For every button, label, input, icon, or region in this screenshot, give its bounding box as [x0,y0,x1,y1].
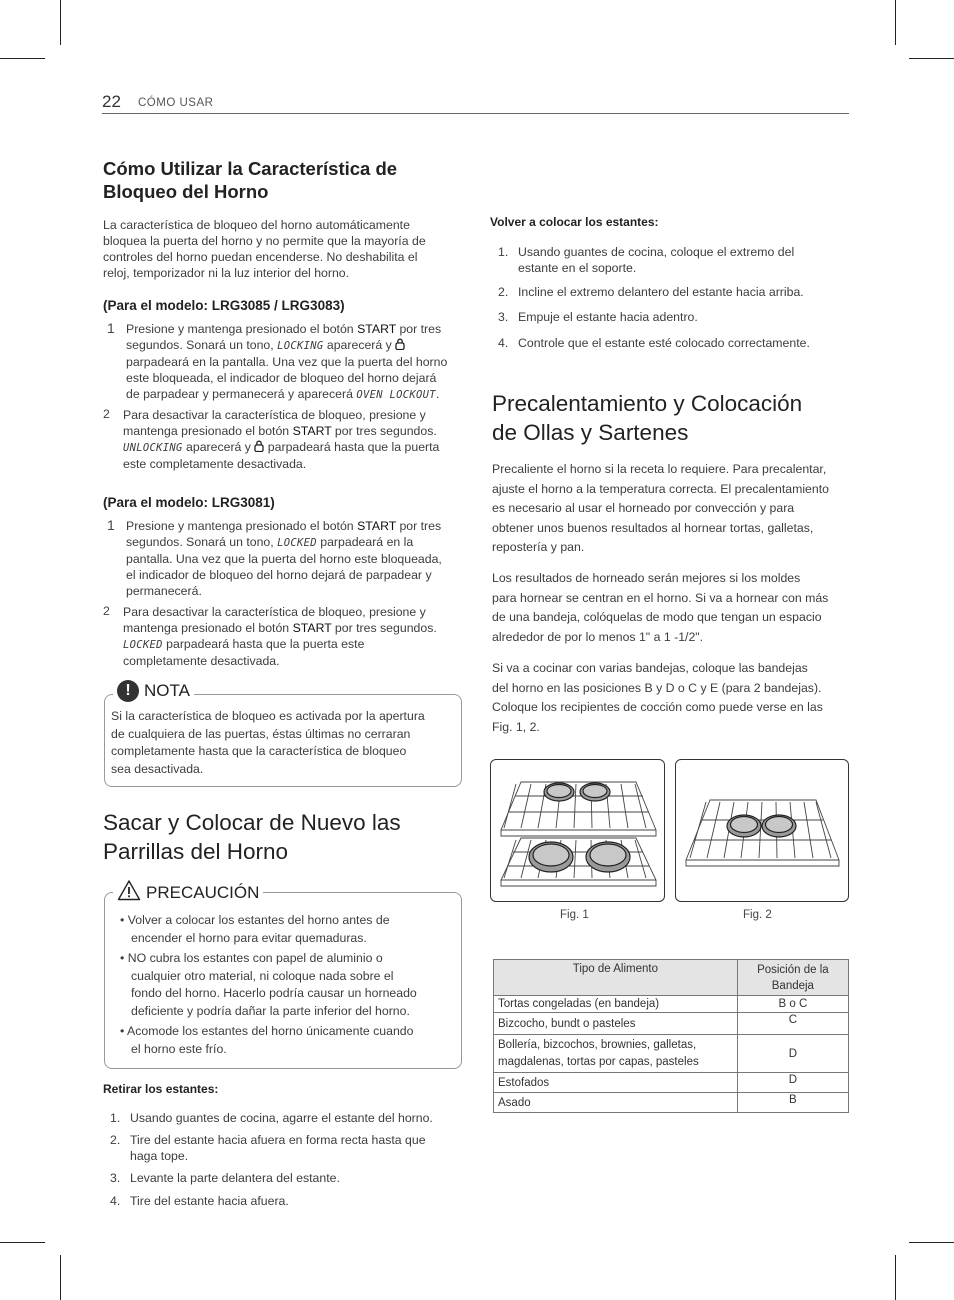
note-text: Si la característica de bloqueo es activada por la apertura de cualquiera de las puertas, éstas últimas no cerraran completamente hasta que la característica de bloqueo sea desactivada. [111,709,425,776]
figure-caption: Fig. 1 [560,909,589,921]
model1-step1: Presione y mantenga presionado el botón START por tres segundos. Sonará un tono, LOCKING aparecerá y parpadeará en la pantalla. Una vez que la puerta del horno este bloqueada, el indicador de bloqueo del horno dejará de parpadear y permanecerá y aparecerá OVEN LOCKOUT. [126,322,448,401]
lock-icon [395,338,405,352]
step-number: 1 [107,320,115,336]
lock-icon [254,440,264,454]
model1-heading: (Para el modelo: LRG3085 / LRG3083) [103,298,345,313]
list-item: 2. Tire del estante hacia afuera en forma recta hasta que haga tope. [110,1133,426,1163]
crop-mark [909,58,954,59]
warning-icon [117,879,141,906]
list-item: 1. Usando guantes de cocina, agarre el estante del horno. [110,1111,433,1125]
crop-mark [0,1242,45,1243]
remove-list [110,1110,470,1213]
replace-heading: Volver a colocar los estantes: [490,215,659,229]
caution-bullet: • NO cubra los estantes con papel de aluminio o cualquier otro material, ni coloque nada sobre el fondo del horno. Hacerlo podría causar un horneado deficiente y podría dañar la parte inferior del horno. [120,951,417,1018]
crop-mark [0,58,45,59]
step-number: 2 [103,407,110,421]
model2-step2: Para desactivar la característica de bloqueo, presione y mantenga presionado el botón START por tres segundos. LOCKED parpadeará hasta que la puerta este completamente desactivada. [123,605,437,668]
preheat-paragraph: Los resultados de horneado serán mejores si los moldes para hornear se centran en el horno. Si va a hornear con más de una bandeja, colóquelas de modo que tengan un espacio alrededor de por lo menos 1" a 1 -1/2". [492,571,829,644]
caution-bullet: • Acomode los estantes del horno únicamente cuando el horno este frío. [120,1024,414,1056]
preheat-paragraph: Precaliente el horno si la receta lo requiere. Para precalentar, ajuste el horno a la temperatura correcta. El precalentamiento es necesario al usar el horneado por convección y para obtener unos buenos resultados al hornear tortas, galletas, repostería y pan. [492,462,829,554]
list-item: 3. Empuje el estante hacia adentro. [498,310,698,324]
caution-bullet: • Volver a colocar los estantes del horno antes de encender el horno para evitar quemaduras. [120,913,390,945]
table-row [494,1013,849,1035]
step-number: 1 [107,517,115,533]
figure-one-rack [675,759,849,902]
replace-list [498,244,848,355]
single-rack-illustration [676,760,848,901]
table-cell-position: D [737,1073,848,1093]
table-header-row [494,960,849,996]
section-title: CÓMO USAR [138,97,214,109]
model2-step1: Presione y mantenga presionado el botón START por tres segundos. Sonará un tono, LOCKED parpadeará en la pantalla. Una vez que la puerta del horno este bloqueada, el indicador de bloqueo del horno dejará de parpadear y permanecerá. [126,519,442,598]
racks-title: Sacar y Colocar de Nuevo las Parrillas del Horno [103,810,401,864]
list-item: 1. Usando guantes de cocina, coloque el extremo del estante en el soporte. [498,245,795,275]
crop-mark [60,0,61,45]
table-cell-food: Estofados [494,1073,738,1093]
list-item: 3. Levante la parte delantera del estante. [110,1171,340,1185]
header-rule [102,113,849,114]
preheat-paragraph: Si va a cocinar con varias bandejas, coloque las bandejas del horno en las posiciones B y D o C y E (para 2 bandejas). Coloque los recipientes de cocción como puede verse en las Fig. 1, 2. [492,661,823,734]
rack-position-table [493,959,849,1113]
table-cell-position: B [737,1093,848,1113]
model2-heading: (Para el modelo: LRG3081) [103,495,275,510]
page-number: 22 [102,92,121,111]
crop-mark [895,0,896,45]
table-row [494,1093,849,1113]
list-item: 2. Incline el extremo delantero del estante hacia arriba. [498,285,804,299]
table-row [494,1035,849,1073]
lock-title: Cómo Utilizar la Característica de Bloqueo del Horno [103,158,398,202]
table-row [494,996,849,1013]
two-racks-illustration [491,760,664,901]
table-header-food: Tipo de Alimento [494,960,738,996]
list-item: 4. Controle que el estante esté colocado correctamente. [498,336,810,350]
preheat-title: Precalentamiento y Colocación de Ollas y Sartenes [492,391,803,445]
model1-step2: Para desactivar la característica de bloqueo, presione y mantenga presionado el botón START por tres segundos. UNLOCKING aparecerá y parpadeará hasta que la puerta este completamente desactivada. [123,408,440,471]
step-number: 2 [103,604,110,618]
crop-mark [909,1242,954,1243]
table-cell-food: Bizcocho, bundt o pasteles [494,1013,738,1035]
exclamation-icon: ! [117,680,139,702]
table-cell-position: B o C [737,996,848,1013]
table-cell-food: Asado [494,1093,738,1113]
list-item: 4. Tire del estante hacia afuera. [110,1194,289,1208]
table-header-position: Posición de la Bandeja [737,960,848,996]
crop-mark [60,1255,61,1300]
lock-intro: La característica de bloqueo del horno automáticamente bloquea la puerta del horno y no permite que la mayoría de controles del horno puedan encenderse. No deshabilita el reloj, temporizador ni la luz interior del horno. [103,218,426,280]
table-row [494,1073,849,1093]
table-cell-food: Tortas congeladas (en bandeja) [494,996,738,1013]
crop-mark [895,1255,896,1300]
remove-heading: Retirar los estantes: [103,1082,219,1096]
figure-caption: Fig. 2 [743,909,772,921]
table-cell-position: C [737,1013,848,1035]
table-cell-position: D [737,1035,848,1073]
note-label: ! NOTA [113,680,194,702]
figure-two-racks [490,759,665,902]
caution-label: PRECAUCIÓN [113,879,263,906]
table-cell-food: Bollería, bizcochos, brownies, galletas, magdalenas, tortas por capas, pasteles [494,1035,738,1073]
